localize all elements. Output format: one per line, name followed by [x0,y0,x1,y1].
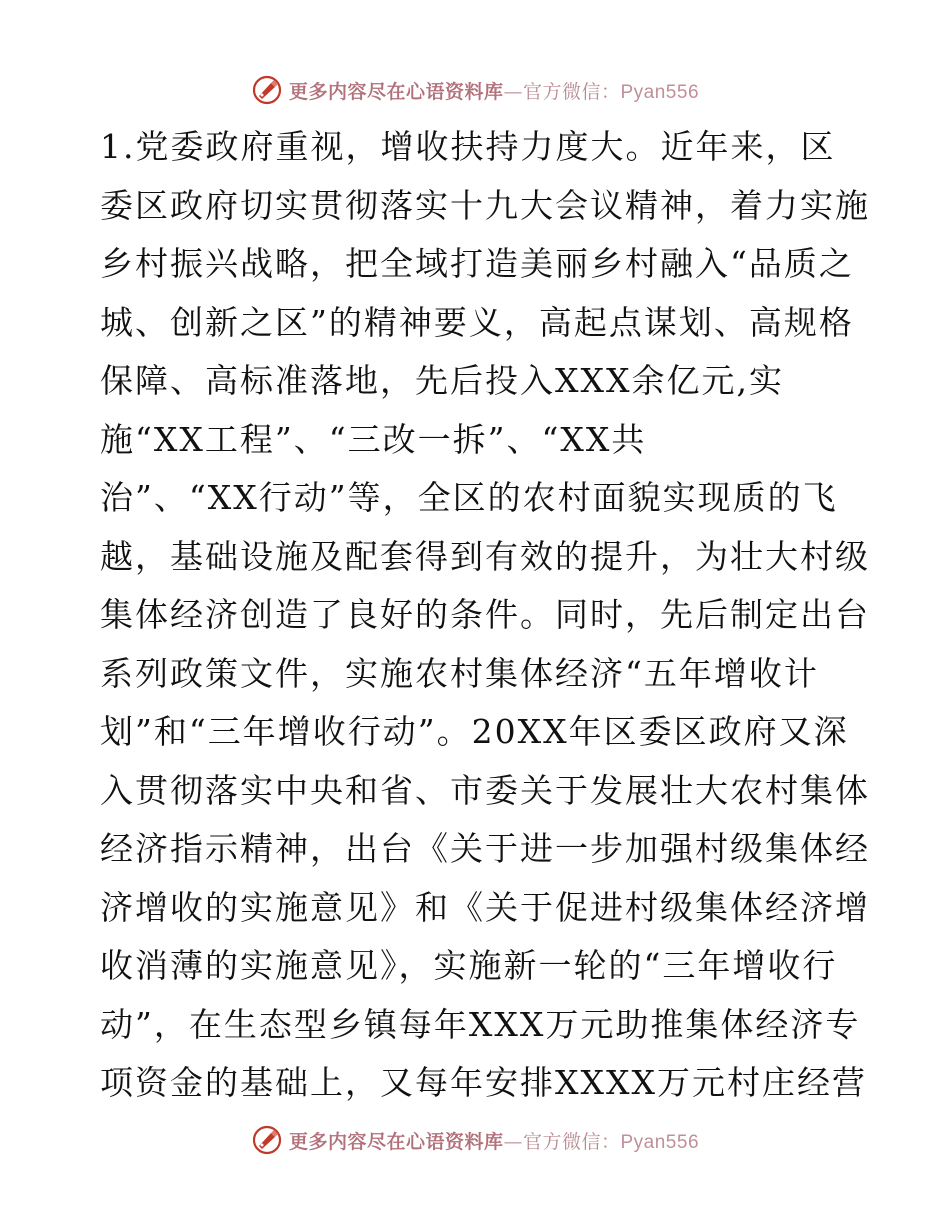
text-line: 划”和“三年增收行动”。20XX年区委区政府又深 [100,712,849,751]
brand-name: 更多内容尽在心语资料库 [288,80,504,103]
text-line: 项资金的基础上，又每年安排XXXX万元村庄经营 [100,1063,867,1102]
wechat-id: Pyan556 [620,81,700,103]
document-paragraph [100,118,870,1113]
wechat-id: Pyan556 [620,1131,700,1153]
pen-logo-icon [251,1124,283,1156]
text-line: 经济指示精神，出台《关于进一步加强村级集体经 [100,829,870,868]
text-line: 1.党委政府重视，增收扶持力度大。近年来，区 [100,127,836,166]
text-line: 济增收的实施意见》和《关于促进村级集体经济增 [100,887,870,927]
text-line: 系列政策文件，实施农村集体经济“五年增收计 [100,653,819,693]
text-line: 保障、高标准落地，先后投入XXX余亿元,实 [100,361,784,400]
footer-banner-content [251,1124,699,1156]
brand-name: 更多内容尽在心语资料库 [288,1130,504,1153]
header-banner-text [289,77,699,104]
text-line: 乡村振兴战略，把全域打造美丽乡村融入“品质之 [100,244,854,283]
footer-banner [0,1120,950,1160]
wechat-label: 官方微信： [522,80,621,103]
header-banner-content [251,74,699,106]
wechat-label: 官方微信： [522,1130,621,1153]
text-line: 入贯彻落实中央和省、市委关于发展壮大农村集体 [100,770,870,810]
text-line: 收消薄的实施意见》，实施新一轮的“三年增收行 [100,946,838,985]
text-line: 委区政府切实贯彻落实十九大会议精神，着力实施 [100,185,870,225]
text-line: 动”，在生态型乡镇每年XXX万元助推集体经济专 [100,1004,861,1044]
footer-banner-text [289,1127,699,1154]
text-line: 治”、“XX行动”等，全区的农村面貌实现质的飞 [100,478,838,517]
text-line: 施“XX工程”、“三改一拆”、“XX共 [100,419,647,459]
header-banner [0,70,950,110]
text-line: 集体经济创造了良好的条件。同时，先后制定出台 [100,595,870,634]
text-line: 越，基础设施及配套得到有效的提升，为壮大村级 [100,536,870,576]
pen-logo-icon [251,74,283,106]
banner-separator: — [503,80,523,103]
text-line: 城、创新之区”的精神要义，高起点谋划、高规格 [100,302,854,342]
banner-separator: — [503,1130,523,1153]
